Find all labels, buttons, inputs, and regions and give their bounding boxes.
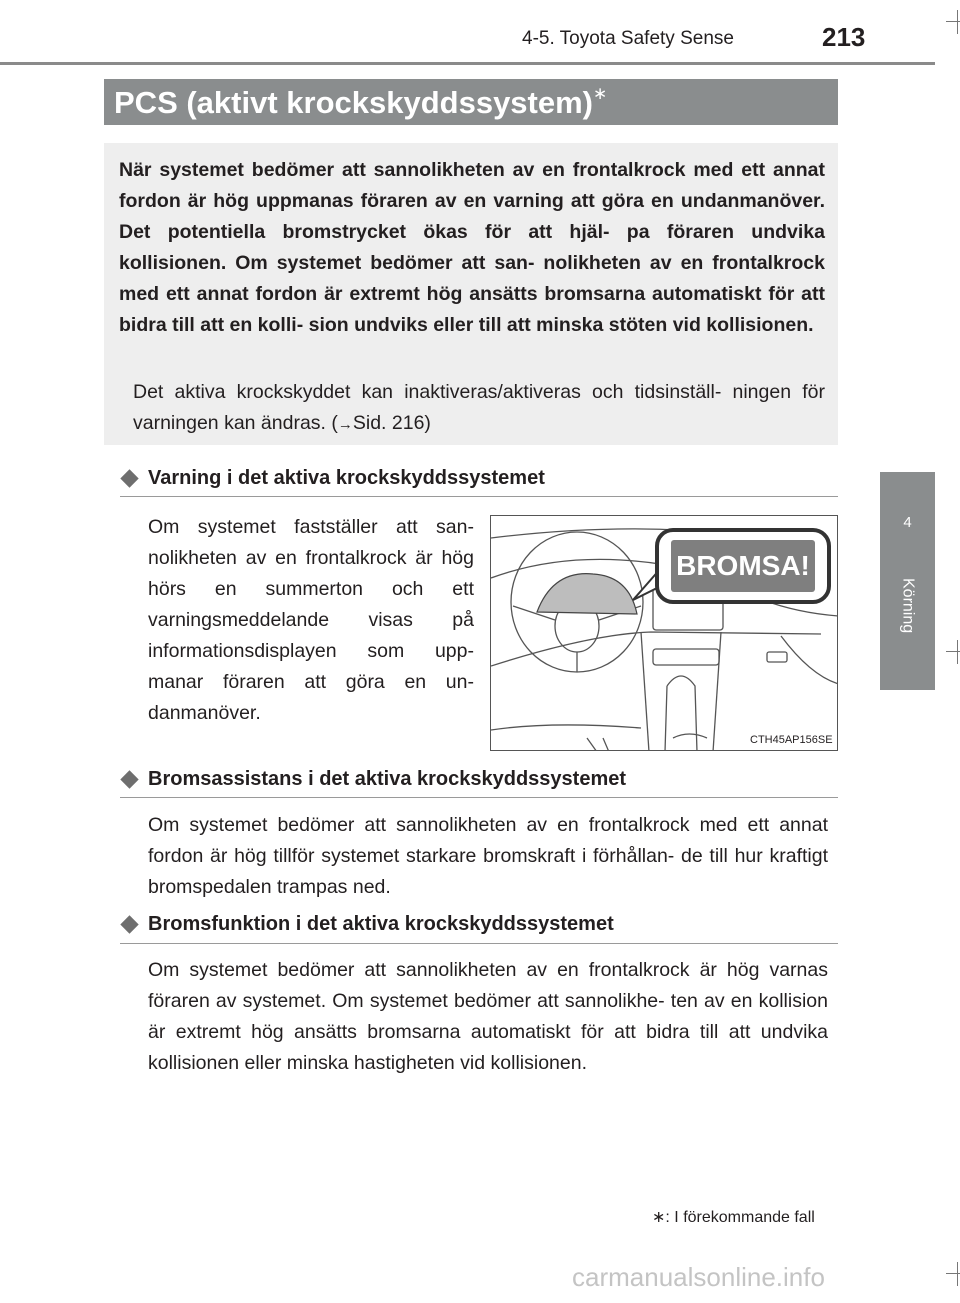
figure-code: CTH45AP156SE xyxy=(750,734,833,746)
header-section-title: 4-5. Toyota Safety Sense xyxy=(522,28,734,49)
section-text-warning: Om systemet fastställer att san- nolikheten av en frontalkrock är hög hörs en summerton och ett varningsmeddelande visas på informationsdisplayen som upp- manar föraren att göra en un- danmanöver. xyxy=(148,516,474,724)
floor-line xyxy=(491,725,641,730)
footnote xyxy=(652,1207,815,1227)
dashboard-illustration-svg xyxy=(491,516,838,751)
cup-holder xyxy=(673,734,707,738)
pedal-left xyxy=(587,738,609,751)
console-left xyxy=(641,632,649,751)
watermark: carmanualsonline.info xyxy=(572,1262,825,1292)
page-title xyxy=(114,84,607,121)
diamond-bullet-icon xyxy=(120,770,138,788)
diamond-bullet-icon xyxy=(120,469,138,487)
intro-note-ref: Sid. 216) xyxy=(352,412,431,434)
dashboard-illustration xyxy=(490,515,838,751)
instrument-cluster xyxy=(537,574,637,614)
registration-mark-middle xyxy=(946,640,960,664)
page-title-text: PCS (aktivt krockskyddssystem) xyxy=(114,85,594,120)
section-rule xyxy=(120,797,838,798)
intro-bold-text: När systemet bedömer att sannolikheten av en frontalkrock med ett annat fordon är hög uppmanas föraren av en varning att göra en undanmanöver. Det potentiella bromstrycket ökas för att hjäl- pa föraren undvika kollisionen. Om systemet bedömer att san- nolikheten av en frontalkrock med ett annat fordon är extremt hög ansätts bromsarna automatiskt för att bidra till att en kolli- sion undviks eller till att minska stöten vid kollisionen. xyxy=(119,159,825,336)
display-warning-text: BROMSA! xyxy=(676,550,810,581)
section-rule xyxy=(120,943,838,944)
section-rule xyxy=(120,496,838,497)
intro-note xyxy=(133,377,825,440)
footnote-mark: ∗ xyxy=(652,1209,666,1226)
diamond-bullet-icon xyxy=(120,915,138,933)
climate-panel xyxy=(653,649,719,665)
gear-shifter xyxy=(665,676,697,751)
section-title-brake-function: Bromsfunktion i det aktiva krockskyddssystemet xyxy=(148,913,614,935)
section-text-brake-assist: Om systemet bedömer att sannolikheten av en frontalkrock med ett annat fordon är hög tillför systemet starkare bromskraft i förhållan- de till hur kraftigt bromspedalen trampas ned. xyxy=(148,814,828,898)
door-line xyxy=(781,636,838,684)
title-footnote-mark: ∗ xyxy=(593,84,608,103)
registration-mark-top xyxy=(946,10,960,34)
steering-spokes xyxy=(513,606,641,672)
arrow-icon: → xyxy=(337,416,353,433)
section-title-brake-assist: Bromsassistans i det aktiva krockskyddssystemet xyxy=(148,768,627,790)
intro-note-text: Det aktiva krockskyddet kan inaktiveras/aktiveras och tidsinställ- ningen för varningen kan ändras. ( xyxy=(133,381,825,434)
section-title-warning: Varning i det aktiva krockskyddssystemet xyxy=(148,467,545,489)
chapter-tab-number: 4 xyxy=(903,514,912,531)
chapter-tab-label: Körning xyxy=(899,578,917,634)
console-right xyxy=(713,632,721,751)
page-number: 213 xyxy=(822,22,866,52)
vent-right xyxy=(767,652,787,662)
header-rule xyxy=(0,62,935,65)
footnote-text: : I förekommande fall xyxy=(665,1209,815,1226)
registration-mark-bottom xyxy=(946,1262,960,1286)
section-text-brake-function: Om systemet bedömer att sannolikheten av en frontalkrock är hög varnas föraren av systemet. Om systemet bedömer att sannolikhe- ten av en kollision är extremt hög ansätts bromsarna automatiskt för att bidra till att undvika kollisionen eller minska hastigheten vid kollisionen. xyxy=(148,959,828,1074)
chapter-tab-label-wrap xyxy=(880,578,935,678)
